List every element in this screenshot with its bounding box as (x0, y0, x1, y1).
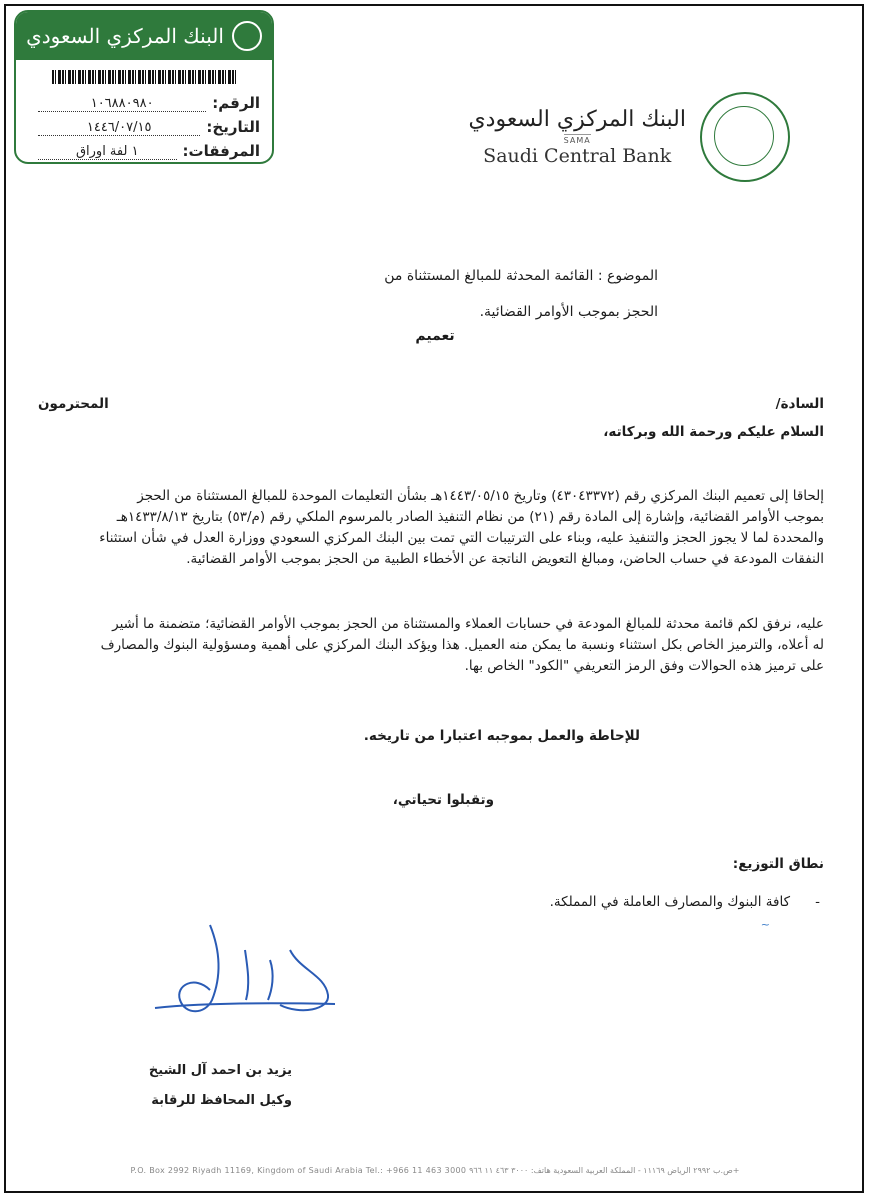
logo-english: Saudi Central Bank (483, 145, 672, 167)
stamp-date-row (38, 114, 260, 136)
subject (384, 258, 658, 330)
bank-seal-icon (700, 92, 790, 182)
salutation-sirs: السادة/ (775, 396, 824, 412)
stamp-header (16, 12, 272, 60)
subject-line-1: الموضوع : القائمة المحدثة للمبالغ المستثناة من (384, 268, 658, 284)
salutation-greeting: السلام عليكم ورحمة الله وبركاته، (603, 424, 824, 440)
page-border (4, 4, 864, 1193)
paragraph-2-line: له أعلاه، والترميز الخاص بكل استثناء ونسبة ما يمكن منه العميل. هذا ويؤكد البنك المركزي على أهمية ومسؤولية البنوك والمصارف (100, 637, 824, 653)
paragraph-2-line: عليه، نرفق لكم قائمة محدثة للمبالغ المودعة في حسابات العملاء والمستثناة من الحجز بموجب الأوامر القضائية؛ متضمنة ما أشير (112, 616, 824, 632)
paragraph-1 (36, 486, 824, 570)
footer-address: P.O. Box 2992 Riyadh 11169, Kingdom of Saudi Arabia Tel.: +966 11 463 3000 ص.ب ٢٩٩٢ الرياض ١١١٦٩ - المملكة العربية السعودية هاتف: ٣٠٠٠ ٤٦٣ ١١ ٩٦٦+ (130, 1166, 740, 1175)
signatory-title: وكيل المحافظ للرقابة (151, 1093, 292, 1108)
logo-text (468, 107, 686, 167)
paragraph-1-line: والمحددة لما لا يجوز الحجز والتنفيذ عليه، وبناء على الترتيبات التي تمت بين البنك المركزي السعودي ووزارة العدل في شأن استثناء (99, 530, 824, 546)
circular-title: تعميم (415, 328, 455, 344)
distribution-label: نطاق التوزيع: (732, 856, 824, 872)
logo-sama: SAMA (563, 136, 591, 145)
stamp-date-value: ١٤٤٦/٠٧/١٥ (38, 120, 200, 136)
stamp-number-value: ١٠٦٨٨٠٩٨٠ (38, 96, 206, 112)
reference-stamp (14, 10, 274, 164)
emblem-icon (232, 21, 262, 51)
distribution-dash: - (815, 894, 820, 910)
paragraph-2 (36, 614, 824, 677)
paragraph-1-line: النفقات المودعة في حساب الحاضن، ومبالغ التعويض الناتجة عن الأخطاء الطبية من الحجز بموجب الأوامر القضائية. (186, 551, 824, 567)
closing: وتقبلوا تحياتي، (392, 792, 494, 808)
stamp-attachments-row (38, 138, 260, 160)
stamp-attachments-value: ١ لفة اوراق (38, 144, 177, 160)
handwritten-initials: ~ (760, 918, 770, 931)
stamp-number-label: الرقم: (212, 94, 260, 112)
stamp-attachments-label: المرفقات: (182, 142, 260, 160)
paragraph-1-line: إلحاقا إلى تعميم البنك المركزي رقم (٤٣٠٤٣٣٧٢) وتاريخ ١٤٤٣/٠٥/١٥هـ بشأن التعليمات الموحدة للمبالغ المستثناة من الحجز (137, 488, 824, 504)
stamp-date-label: التاريخ: (206, 118, 260, 136)
action-line: للإحاطة والعمل بموجبه اعتبارا من تاريخه. (363, 728, 640, 744)
barcode (52, 70, 238, 84)
paragraph-1-line: بموجب الأوامر القضائية، وإشارة إلى المادة رقم (٢١) من نظام التنفيذ الصادر بالمرسوم الملكي رقم (م/٥٣) بتاريخ ١٤٣٣/٨/١٣هـ (116, 509, 824, 525)
signature (150, 920, 340, 1030)
signatory (149, 1056, 292, 1116)
signatory-name: يزيد بن احمد آل الشيخ (148, 1063, 292, 1078)
paragraph-2-line: على ترميز هذه الحوالات وفق الرمز التعريفي "الكود" الخاص بها. (464, 658, 824, 674)
logo-arabic: البنك المركزي السعودي (468, 107, 686, 132)
distribution-item: كافة البنوك والمصارف العاملة في المملكة. (549, 894, 790, 910)
stamp-number-row (38, 90, 260, 112)
subject-line-2: الحجز بموجب الأوامر القضائية. (479, 304, 658, 320)
salutation-respected: المحترمون (38, 396, 109, 412)
bank-logo (468, 92, 790, 182)
stamp-bank-name: البنك المركزي السعودي (26, 24, 224, 48)
